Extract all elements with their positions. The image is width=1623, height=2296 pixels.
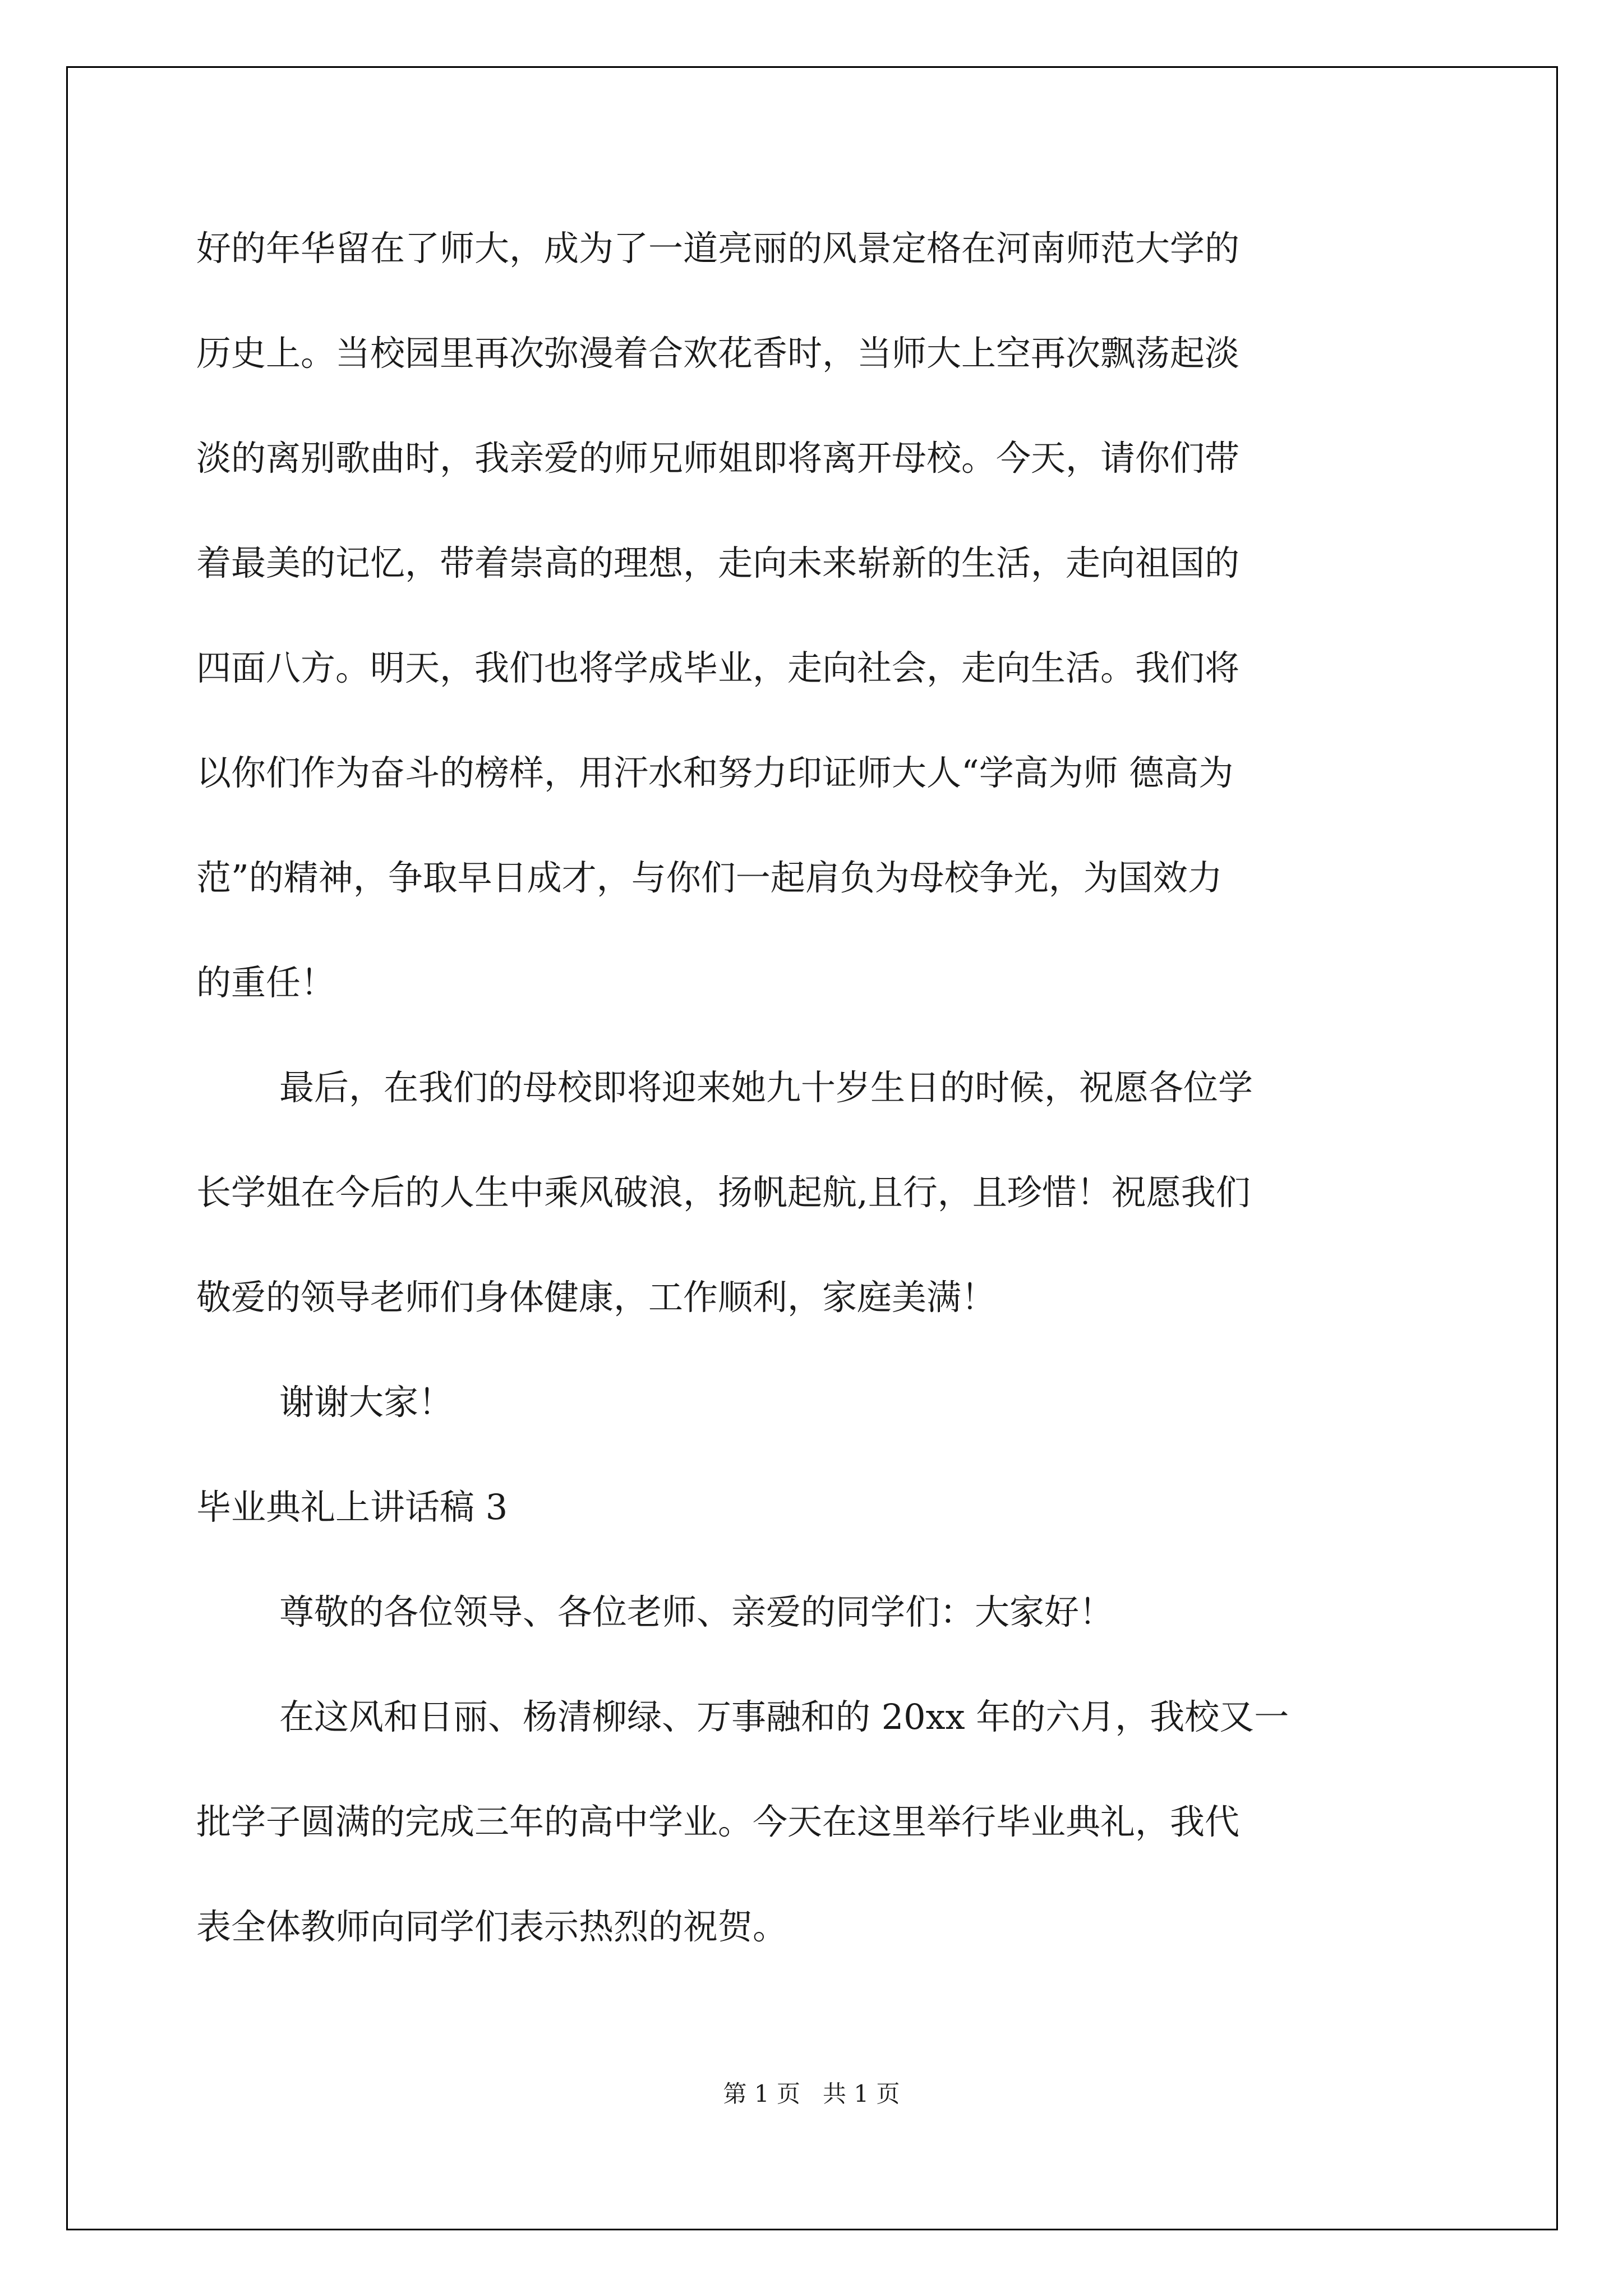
text-line: 长学姐在今后的人生中乘风破浪，扬帆起航,且行，且珍惜！祝愿我们 [196, 1172, 1251, 1213]
text-line: 范”的精神，争取早日成才，与你们一起肩负为母校争光，为国效力 [196, 857, 1223, 898]
text-line: 着最美的记忆，带着崇高的理想，走向未来崭新的生活，走向祖国的 [196, 542, 1240, 583]
text-line: 的重任！ [196, 962, 336, 1003]
thanks-line: 谢谢大家！ [279, 1382, 454, 1423]
document-body [196, 206, 1430, 1990]
text-line: 批学子圆满的完成三年的高中学业。今天在这里举行毕业典礼，我代 [196, 1801, 1240, 1842]
text-line: 淡的离别歌曲时，我亲爱的师兄师姐即将离开母校。今天，请你们带 [196, 438, 1240, 478]
paragraph-start-line: 在这风和日丽、杨清柳绿、万事融和的 20xx 年的六月，我校又一 [279, 1696, 1289, 1737]
greeting-line: 尊敬的各位领导、各位老师、亲爱的同学们：大家好！ [279, 1591, 1114, 1632]
text-line: 历史上。当校园里再次弥漫着合欢花香时，当师大上空再次飘荡起淡 [196, 333, 1240, 374]
text-line: 好的年华留在了师大，成为了一道亮丽的风景定格在河南师范大学的 [196, 228, 1240, 269]
page-footer: 第 1 页 共 1 页 [723, 2080, 900, 2108]
text-line: 敬爱的领导老师们身体健康，工作顺利，家庭美满！ [196, 1277, 997, 1318]
text-line: 表全体教师向同学们表示热烈的祝贺。 [196, 1906, 788, 1947]
text-line: 以你们作为奋斗的榜样，用汗水和努力印证师大人“学高为师 德高为 [196, 752, 1234, 793]
section-heading: 毕业典礼上讲话稿 3 [196, 1487, 508, 1527]
paragraph-start-line: 最后，在我们的母校即将迎来她九十岁生日的时候，祝愿各位学 [279, 1067, 1253, 1108]
text-line: 四面八方。明天，我们也将学成毕业，走向社会，走向生活。我们将 [196, 647, 1240, 688]
